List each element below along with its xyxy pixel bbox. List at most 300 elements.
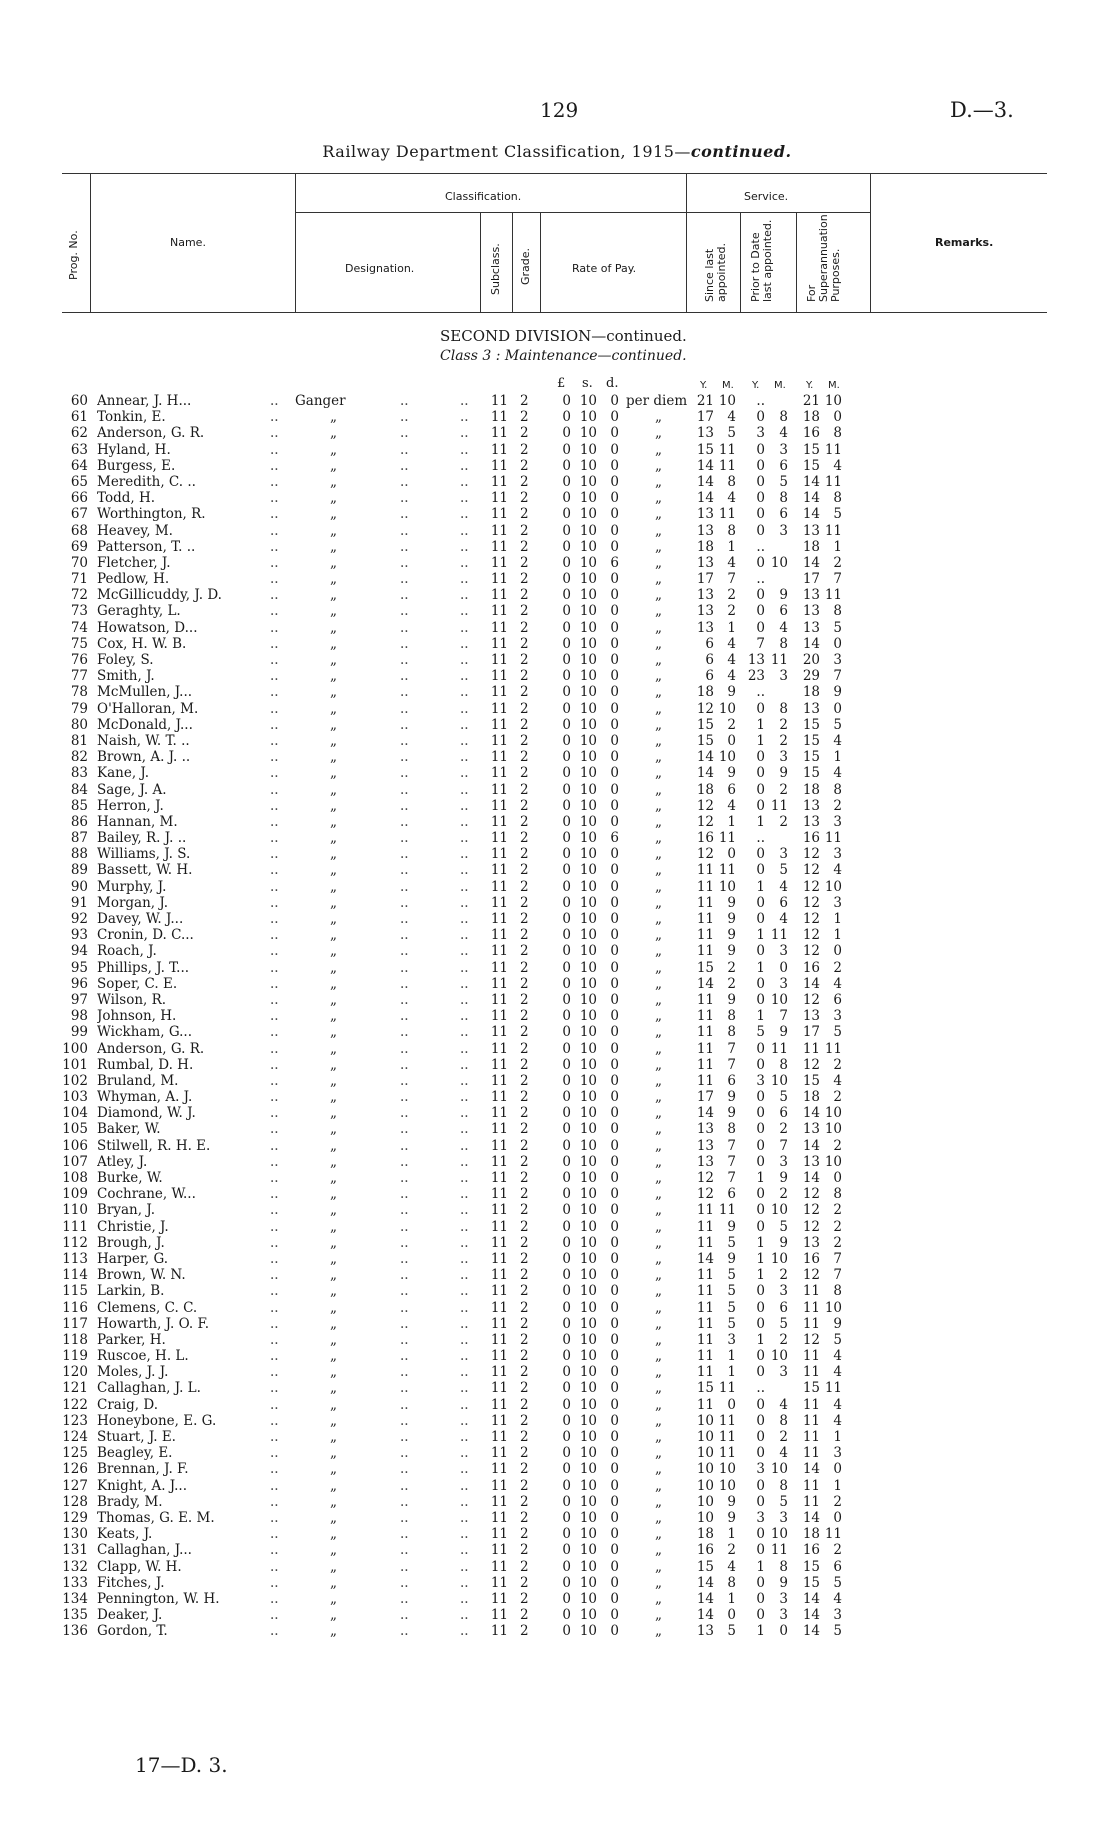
pay-shillings: 10	[579, 441, 597, 458]
pay-pence: 0	[610, 1558, 619, 1575]
grade-value: 2	[520, 554, 529, 571]
pay-unit: „	[655, 441, 662, 458]
designation-value: „	[330, 1331, 337, 1348]
since-last-months: 11	[718, 1429, 736, 1445]
designation-value: „	[330, 1477, 337, 1494]
pay-unit: „	[655, 652, 662, 668]
leader-dots: ..	[270, 1493, 279, 1510]
leader-dots: ..	[460, 862, 469, 879]
prog-number: 91	[70, 894, 88, 911]
leader-dots: ..	[460, 1542, 469, 1559]
superannuation-months: 11	[824, 1040, 842, 1057]
superannuation-years: 15	[802, 716, 820, 733]
leader-dots: ..	[270, 490, 279, 507]
leader-dots: ..	[400, 1137, 409, 1154]
leader-dots: ..	[400, 1607, 409, 1624]
employee-name: McGillicuddy, J. D.	[97, 587, 222, 604]
leader-dots: ..	[460, 522, 469, 539]
grade-value: 2	[520, 1283, 529, 1300]
superannuation-years: 21	[802, 393, 820, 409]
grade-value: 2	[520, 393, 529, 409]
rule	[796, 212, 797, 312]
designation-value: „	[330, 732, 337, 749]
leader-dots: ..	[270, 473, 279, 490]
pay-pounds: 0	[562, 1623, 571, 1640]
prior-months: 9	[779, 765, 788, 782]
superannuation-months: 4	[833, 457, 842, 474]
prog-number: 112	[62, 1234, 88, 1251]
subclass-value: 11	[490, 1348, 508, 1365]
prog-number: 75	[70, 635, 88, 652]
subclass-value: 11	[490, 1137, 508, 1154]
designation-value: „	[330, 1056, 337, 1073]
subclass-value: 11	[490, 1331, 508, 1348]
table-row	[0, 1380, 1114, 1396]
prog-number: 90	[70, 878, 88, 895]
prog-number: 71	[70, 571, 88, 588]
pay-unit: „	[655, 473, 662, 490]
grade-value: 2	[520, 797, 529, 814]
rule	[870, 173, 871, 312]
pay-pence: 0	[610, 1153, 619, 1170]
prog-number: 130	[62, 1526, 88, 1543]
designation-value: „	[330, 538, 337, 555]
since-last-months: 11	[718, 862, 736, 879]
pay-pounds: 0	[562, 1607, 571, 1624]
grade-value: 2	[520, 700, 529, 717]
prior-months: 11	[770, 927, 788, 944]
prior-months: 6	[779, 1299, 788, 1316]
table-row	[0, 814, 1114, 830]
prior-months: 11	[770, 652, 788, 668]
prior-months: 8	[779, 635, 788, 652]
prior-months: 10	[770, 1461, 788, 1478]
leader-dots: ..	[270, 1477, 279, 1494]
unit-years: Y.	[752, 380, 760, 391]
pay-pounds: 0	[562, 943, 571, 960]
employee-name: Bailey, R. J. ..	[97, 830, 187, 847]
prog-number: 110	[62, 1202, 88, 1219]
employee-name: Keats, J.	[97, 1526, 153, 1543]
prog-number: 92	[70, 911, 88, 927]
employee-name: Harper, G.	[97, 1250, 169, 1267]
pay-pounds: 0	[562, 1299, 571, 1316]
since-last-years: 10	[696, 1412, 714, 1429]
prog-number: 95	[70, 959, 88, 976]
pay-shillings: 10	[579, 1170, 597, 1186]
prog-number: 102	[62, 1072, 88, 1089]
pay-unit: „	[655, 878, 662, 895]
employee-name: Fletcher, J.	[97, 554, 171, 571]
pay-shillings: 10	[579, 1250, 597, 1267]
pay-pence: 0	[610, 1526, 619, 1543]
superannuation-months: 7	[833, 668, 842, 685]
leader-dots: ..	[270, 1250, 279, 1267]
designation-value: „	[330, 1493, 337, 1510]
prior-years: 0	[756, 846, 765, 863]
pay-shillings: 10	[579, 878, 597, 895]
prior-years: 0	[756, 1283, 765, 1300]
superannuation-years: 18	[802, 409, 820, 426]
since-last-years: 18	[696, 538, 714, 555]
superannuation-months: 11	[824, 522, 842, 539]
pay-shillings: 10	[579, 554, 597, 571]
since-last-years: 12	[696, 797, 714, 814]
pay-shillings: 10	[579, 1380, 597, 1397]
superannuation-years: 13	[802, 587, 820, 604]
subclass-value: 11	[490, 1396, 508, 1413]
prog-number: 94	[70, 943, 88, 960]
leader-dots: ..	[270, 1072, 279, 1089]
superannuation-months: 2	[833, 1056, 842, 1073]
employee-name: Soper, C. E.	[97, 975, 178, 992]
unit-years: Y.	[700, 380, 708, 391]
pay-unit: „	[655, 1509, 662, 1526]
since-last-months: 1	[727, 1364, 736, 1381]
since-last-years: 13	[696, 522, 714, 539]
pay-unit: „	[655, 959, 662, 976]
pay-shillings: 10	[579, 1072, 597, 1089]
superannuation-months: 4	[833, 765, 842, 782]
since-last-years: 14	[696, 1607, 714, 1624]
table-row	[0, 943, 1114, 959]
leader-dots: ..	[270, 1056, 279, 1073]
table-row	[0, 911, 1114, 927]
subclass-value: 11	[490, 409, 508, 426]
prior-years: 0	[756, 1089, 765, 1106]
since-last-months: 10	[718, 878, 736, 895]
pay-shillings: 10	[579, 781, 597, 798]
prior-years: 0	[756, 1153, 765, 1170]
header-designation: Designation.	[345, 262, 415, 275]
grade-value: 2	[520, 1380, 529, 1397]
prog-number: 79	[70, 700, 88, 717]
leader-dots: ..	[400, 943, 409, 960]
prog-number: 121	[62, 1380, 88, 1397]
table-row	[0, 393, 1114, 409]
prior-years: 0	[756, 1477, 765, 1494]
leader-dots: ..	[400, 522, 409, 539]
grade-value: 2	[520, 716, 529, 733]
employee-name: Callaghan, J...	[97, 1542, 192, 1559]
leader-dots: ..	[460, 1283, 469, 1300]
since-last-years: 11	[696, 1056, 714, 1073]
superannuation-months: 2	[833, 1234, 842, 1251]
superannuation-months: 11	[824, 1526, 842, 1543]
superannuation-months: 10	[824, 1105, 842, 1122]
since-last-months: 10	[718, 700, 736, 717]
leader-dots: ..	[460, 1445, 469, 1462]
pay-unit: „	[655, 457, 662, 474]
table-row	[0, 603, 1114, 619]
pay-unit: „	[655, 1121, 662, 1138]
prior-years: 0	[756, 991, 765, 1008]
prior-years: 0	[756, 1348, 765, 1365]
leader-dots: ..	[270, 1526, 279, 1543]
superannuation-years: 18	[802, 1089, 820, 1106]
since-last-years: 12	[696, 846, 714, 863]
table-row	[0, 1429, 1114, 1445]
leader-dots: ..	[400, 1072, 409, 1089]
prog-number: 107	[62, 1153, 88, 1170]
prior-months: 2	[779, 781, 788, 798]
grade-value: 2	[520, 991, 529, 1008]
superannuation-years: 12	[802, 991, 820, 1008]
employee-name: Pedlow, H.	[97, 571, 170, 588]
prior-years: 23	[747, 668, 765, 685]
pay-pence: 0	[610, 1348, 619, 1365]
since-last-years: 14	[696, 1250, 714, 1267]
since-last-months: 10	[718, 1461, 736, 1478]
prior-months: 3	[779, 1283, 788, 1300]
leader-dots: ..	[400, 716, 409, 733]
pay-pence: 0	[610, 1380, 619, 1397]
grade-value: 2	[520, 1121, 529, 1138]
pay-pence: 0	[610, 781, 619, 798]
prior-years: 1	[756, 1234, 765, 1251]
pay-unit: „	[655, 425, 662, 442]
pay-pounds: 0	[562, 619, 571, 636]
superannuation-months: 8	[833, 603, 842, 620]
pay-pounds: 0	[562, 813, 571, 830]
since-last-months: 5	[727, 1283, 736, 1300]
leader-dots: ..	[460, 1526, 469, 1543]
since-last-months: 9	[727, 1218, 736, 1235]
unit-years: Y.	[806, 380, 814, 391]
superannuation-years: 14	[802, 1170, 820, 1186]
since-last-years: 14	[696, 457, 714, 474]
pay-shillings: 10	[579, 1445, 597, 1462]
title-suffix: continued.	[690, 142, 792, 161]
grade-value: 2	[520, 1008, 529, 1025]
prior-months: 8	[779, 700, 788, 717]
employee-name: Cochrane, W...	[97, 1186, 196, 1203]
leader-dots: ..	[400, 1024, 409, 1041]
leader-dots: ..	[400, 765, 409, 782]
leader-dots: ..	[400, 490, 409, 507]
employee-name: Hyland, H.	[97, 441, 171, 458]
table-row	[0, 862, 1114, 878]
designation-value: „	[330, 441, 337, 458]
leader-dots: ..	[400, 1493, 409, 1510]
table-row	[0, 1461, 1114, 1477]
since-last-months: 7	[727, 1153, 736, 1170]
pay-pence: 0	[610, 425, 619, 442]
superannuation-months: 8	[833, 1186, 842, 1203]
leader-dots: ..	[460, 425, 469, 442]
leader-dots: ..	[400, 457, 409, 474]
grade-value: 2	[520, 1542, 529, 1559]
prior-months: 10	[770, 1202, 788, 1219]
designation-value: „	[330, 797, 337, 814]
subclass-value: 11	[490, 490, 508, 507]
subclass-value: 11	[490, 1056, 508, 1073]
designation-value: „	[330, 1250, 337, 1267]
superannuation-years: 15	[802, 732, 820, 749]
prog-number: 62	[70, 425, 88, 442]
superannuation-years: 18	[802, 1526, 820, 1543]
prior-months: 9	[779, 1024, 788, 1041]
since-last-months: 1	[727, 1526, 736, 1543]
pay-pounds: 0	[562, 1348, 571, 1365]
grade-value: 2	[520, 1461, 529, 1478]
table-row	[0, 1121, 1114, 1137]
prior-months: 10	[770, 1250, 788, 1267]
pay-pounds: 0	[562, 700, 571, 717]
pay-pounds: 0	[562, 1461, 571, 1478]
superannuation-years: 13	[802, 797, 820, 814]
header-subclass: Subclass.	[489, 243, 502, 295]
grade-value: 2	[520, 1348, 529, 1365]
prog-number: 105	[62, 1121, 88, 1138]
superannuation-years: 13	[802, 619, 820, 636]
subclass-value: 11	[490, 1153, 508, 1170]
superannuation-months: 2	[833, 959, 842, 976]
employee-name: Roach, J.	[97, 943, 157, 960]
prog-number: 96	[70, 975, 88, 992]
subclass-value: 11	[490, 457, 508, 474]
leader-dots: ..	[270, 1509, 279, 1526]
leader-dots: ..	[400, 1202, 409, 1219]
prior-years: 0	[756, 1574, 765, 1591]
leader-dots: ..	[460, 1299, 469, 1316]
leader-dots: ..	[460, 781, 469, 798]
table-row	[0, 652, 1114, 668]
since-last-years: 11	[696, 1299, 714, 1316]
since-last-years: 18	[696, 781, 714, 798]
leader-dots: ..	[460, 894, 469, 911]
employee-name: Patterson, T. ..	[97, 538, 196, 555]
subclass-value: 11	[490, 1445, 508, 1462]
employee-name: McDonald, J...	[97, 716, 193, 733]
superannuation-years: 11	[802, 1429, 820, 1445]
since-last-years: 11	[696, 943, 714, 960]
leader-dots: ..	[400, 1526, 409, 1543]
employee-name: Clapp, W. H.	[97, 1558, 182, 1575]
superannuation-years: 15	[802, 457, 820, 474]
prog-number: 127	[62, 1477, 88, 1494]
leader-dots: ..	[400, 1153, 409, 1170]
pay-shillings: 10	[579, 425, 597, 442]
subclass-value: 11	[490, 668, 508, 685]
designation-value: „	[330, 1234, 337, 1251]
grade-value: 2	[520, 522, 529, 539]
grade-value: 2	[520, 538, 529, 555]
leader-dots: ..	[400, 538, 409, 555]
superannuation-months: 10	[824, 1299, 842, 1316]
prior-years: 1	[756, 732, 765, 749]
leader-dots: ..	[400, 1429, 409, 1445]
table-row	[0, 490, 1114, 506]
prog-number: 113	[62, 1250, 88, 1267]
leader-dots: ..	[400, 1218, 409, 1235]
employee-table-body	[0, 393, 1114, 1639]
prog-number: 131	[62, 1542, 88, 1559]
pay-unit: „	[655, 700, 662, 717]
leader-dots: ..	[270, 943, 279, 960]
pay-pence: 0	[610, 1234, 619, 1251]
pay-pence: 0	[610, 619, 619, 636]
pay-pence: 0	[610, 668, 619, 685]
pay-pounds: 0	[562, 959, 571, 976]
subclass-value: 11	[490, 700, 508, 717]
since-last-months: 4	[727, 554, 736, 571]
since-last-months: 1	[727, 1590, 736, 1607]
pay-shillings: 10	[579, 1056, 597, 1073]
prog-number: 111	[62, 1218, 88, 1235]
pay-pounds: 0	[562, 506, 571, 523]
prior-months: 5	[779, 1315, 788, 1332]
pay-pounds: 0	[562, 1590, 571, 1607]
designation-value: „	[330, 1380, 337, 1397]
leader-dots: ..	[400, 1461, 409, 1478]
leader-dots: ..	[400, 797, 409, 814]
since-last-years: 13	[696, 587, 714, 604]
leader-dots: ..	[460, 1623, 469, 1640]
leader-dots: ..	[400, 554, 409, 571]
subclass-value: 11	[490, 1493, 508, 1510]
pay-unit: „	[655, 894, 662, 911]
since-last-months: 2	[727, 959, 736, 976]
designation-value: „	[330, 781, 337, 798]
leader-dots: ..	[270, 991, 279, 1008]
superannuation-years: 11	[802, 1477, 820, 1494]
pay-shillings: 10	[579, 1348, 597, 1365]
superannuation-months: 8	[833, 781, 842, 798]
superannuation-months: 11	[824, 473, 842, 490]
prior-months: 5	[779, 862, 788, 879]
pay-unit: „	[655, 830, 662, 847]
grade-value: 2	[520, 1202, 529, 1219]
designation-value: „	[330, 911, 337, 927]
pay-shillings: 10	[579, 1202, 597, 1219]
grade-value: 2	[520, 409, 529, 426]
subclass-value: 11	[490, 1590, 508, 1607]
since-last-years: 6	[705, 652, 714, 668]
superannuation-years: 14	[802, 975, 820, 992]
pay-pounds: 0	[562, 522, 571, 539]
prog-number: 70	[70, 554, 88, 571]
pay-pence: 0	[610, 1056, 619, 1073]
superannuation-months: 8	[833, 1283, 842, 1300]
grade-value: 2	[520, 425, 529, 442]
since-last-years: 11	[696, 1267, 714, 1284]
leader-dots: ..	[270, 1202, 279, 1219]
pay-pounds: 0	[562, 1250, 571, 1267]
prior-years: 1	[756, 716, 765, 733]
pay-unit: „	[655, 1202, 662, 1219]
designation-value: „	[330, 1623, 337, 1640]
leader-dots: ..	[270, 1574, 279, 1591]
prior-years: 0	[756, 1202, 765, 1219]
prior-years: 0	[756, 894, 765, 911]
superannuation-months: 6	[833, 1558, 842, 1575]
subclass-value: 11	[490, 1250, 508, 1267]
pay-pence: 0	[610, 1137, 619, 1154]
since-last-months: 9	[727, 911, 736, 927]
designation-value: „	[330, 700, 337, 717]
leader-dots: ..	[270, 1607, 279, 1624]
pay-pounds: 0	[562, 1218, 571, 1235]
leader-dots: ..	[400, 1396, 409, 1413]
grade-value: 2	[520, 457, 529, 474]
pay-shillings: 10	[579, 652, 597, 668]
employee-name: Bassett, W. H.	[97, 862, 193, 879]
pay-pounds: 0	[562, 1121, 571, 1138]
grade-value: 2	[520, 1590, 529, 1607]
prior-months: 5	[779, 1493, 788, 1510]
designation-value: „	[330, 571, 337, 588]
